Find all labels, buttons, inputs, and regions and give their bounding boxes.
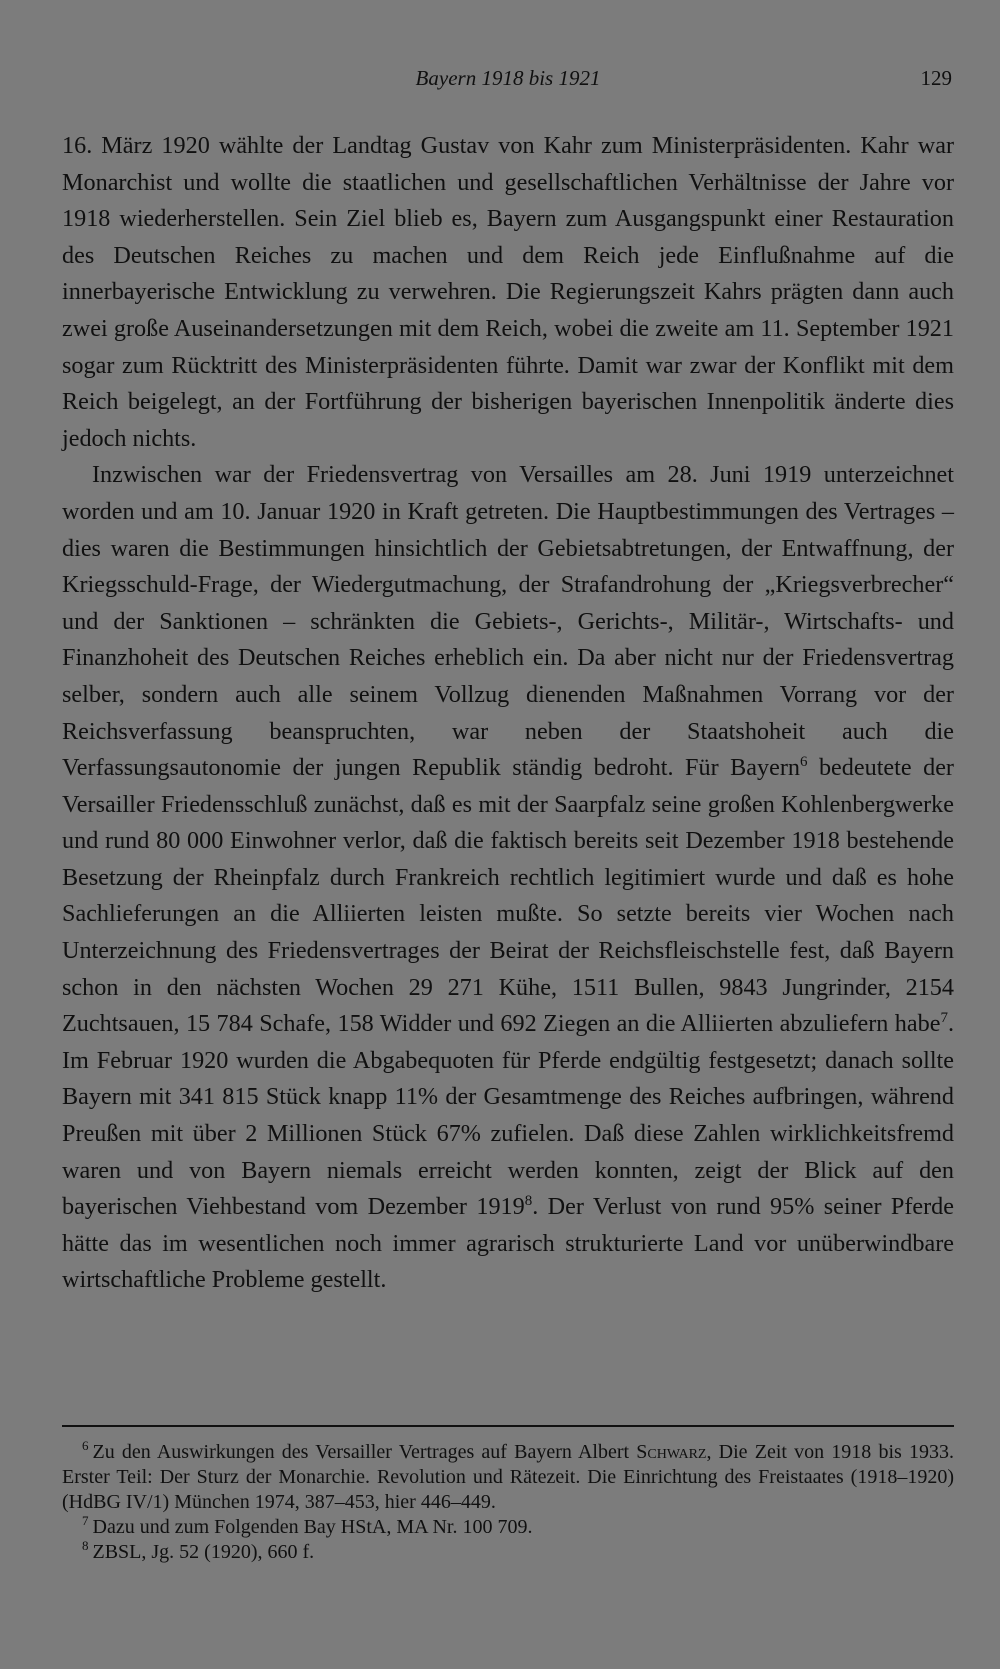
footnote-7 <box>62 1515 954 1540</box>
footnote-8-number: 8 <box>82 1538 89 1554</box>
footnote-8 <box>62 1540 954 1565</box>
footnote-6-author: Schwarz <box>636 1441 707 1463</box>
book-page <box>62 0 954 1669</box>
footnote-6-text-b: , Die Zeit von 1918 bis 1933. Erster Teil: Der Sturz der Monarchie. Revolution und Rätezeit. Die Einrichtung des Freistaates (1918–1920) (HdBG IV/1) München 1974, 387–453, hier 446–449. <box>62 1441 954 1513</box>
footnote-7-number: 7 <box>82 1513 89 1529</box>
footnotes <box>62 1440 954 1565</box>
paragraph-2-text-c: . Im Februar 1920 wurden die Abgabequoten für Pferde endgültig festgesetzt; danach sollte Bayern mit 341 815 Stück knapp 11% der Gesamtmenge des Reiches aufbringen, während Preußen mit über 2 Millionen Stück 67% zufielen. Daß diese Zahlen wirklichkeitsfremd waren und von Bayern niemals erreicht werden konnten, zeigt der Blick auf den bayerischen Viehbestand vom Dezember 1919 <box>62 1010 954 1221</box>
paragraph-2 <box>62 457 954 1299</box>
footnote-divider <box>62 1425 954 1427</box>
paragraph-2-text-b: bedeutete der Versailler Friedensschluß zunächst, daß es mit der Saarpfalz seine großen Kohlenbergwerke und rund 80 000 Einwohner verlor, daß die faktisch bereits seit Dezember 1918 bestehende Besetzung der Rheinpfalz durch Frankreich rechtlich legitimiert wurde und daß es hohe Sachlieferungen an die Alliierten leisten mußte. So setzte bereits vier Wochen nach Unterzeichnung des Friedensvertrages der Beirat der Reichsfleischstelle fest, daß Bayern schon in den nächsten Wochen 29 271 Kühe, 1511 Bullen, 9843 Jungrinder, 2154 Zuchtsauen, 15 784 Schafe, 158 Widder und 692 Ziegen an die Alliierten abzuliefern habe <box>62 754 954 1038</box>
footnote-7-text: Dazu und zum Folgenden Bay HStA, MA Nr. 100 709. <box>92 1516 533 1538</box>
paragraph-1 <box>62 128 954 457</box>
running-header <box>62 62 954 94</box>
paragraph-2-text-a: Inzwischen war der Friedensvertrag von Versailles am 28. Juni 1919 unterzeichnet worden und am 10. Januar 1920 in Kraft getreten. Die Hauptbestimmungen des Vertrages – dies waren die Bestimmungen hinsichtlich der Gebietsabtretungen, der Entwaffnung, der Kriegsschuld-Frage, der Wiedergutmachung, der Strafandrohung der „Kriegsverbrecher“ und der Sanktionen – schränkten die Gebiets-, Gerichts-, Militär-, Wirtschafts- und Finanzhoheit des Deutschen Reiches erheblich ein. Da aber nicht nur der Friedensvertrag selber, sondern auch alle seinem Vollzug dienenden Maßnahmen Vorrang vor der Reichsverfassung beanspruchten, war neben der Staatshoheit auch die Verfassungsautonomie der jungen Republik ständig bedroht. Für Bayern <box>62 461 954 782</box>
running-title: Bayern 1918 bis 1921 <box>415 66 601 90</box>
footnote-ref-7[interactable]: 7 <box>940 1010 948 1027</box>
footnote-ref-6[interactable]: 6 <box>799 754 808 771</box>
page-number: 129 <box>920 66 952 90</box>
paragraph-1-text: 16. März 1920 wählte der Landtag Gustav von Kahr zum Ministerpräsidenten. Kahr war Monarchist und wollte die staatlichen und gesellschaftlichen Verhältnisse der Jahre vor 1918 wiederherstellen. Sein Ziel blieb es, Bayern zum Ausgangspunkt einer Restauration des Deutschen Reiches zu machen und dem Reich jede Einflußnahme auf die innerbayerische Entwicklung zu verwehren. Die Regierungszeit Kahrs prägten dann auch zwei große Auseinandersetzungen mit dem Reich, wobei die zweite am 11. September 1921 sogar zum Rücktritt des Ministerpräsidenten führte. Damit war zwar der Konflikt mit dem Reich beigelegt, an der Fortführung der bisherigen bayerischen Innenpolitik änderte dies jedoch nichts. <box>62 132 954 452</box>
footnote-8-text: ZBSL, Jg. 52 (1920), 660 f. <box>92 1541 315 1563</box>
footnote-6 <box>62 1440 954 1515</box>
body-text <box>62 128 954 1299</box>
footnote-6-text-a: Zu den Auswirkungen des Versailler Vertrages auf Bayern Albert <box>92 1441 637 1463</box>
footnote-ref-8[interactable]: 8 <box>524 1193 533 1210</box>
paragraph-2-text-d: . Der Verlust von rund 95% seiner Pferde hätte das im wesentlichen noch immer agrarisch strukturierte Land vor unüberwindbare wirtschaftliche Probleme gestellt. <box>62 1193 955 1294</box>
footnote-6-number: 6 <box>82 1438 89 1454</box>
